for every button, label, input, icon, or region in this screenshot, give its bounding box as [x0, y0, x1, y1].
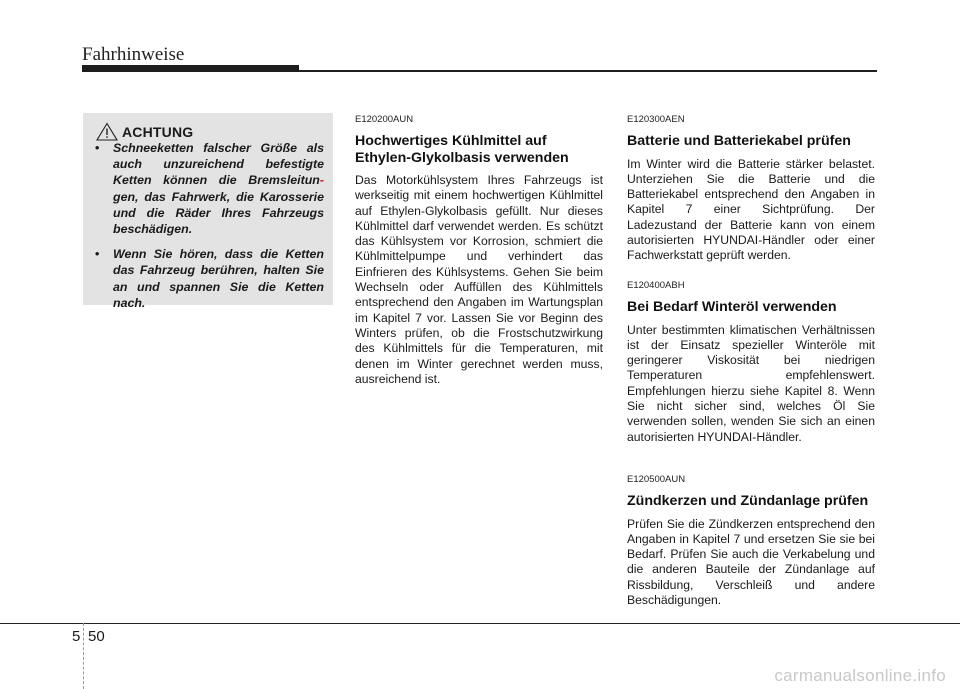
section-coolant	[355, 114, 603, 387]
hyphen-mark: -	[319, 173, 324, 188]
warning-triangle-icon	[96, 122, 118, 141]
watermark: carmanualsonline.info	[774, 666, 946, 685]
caution-bullet	[92, 140, 324, 237]
bullet-dot-icon: •	[95, 141, 100, 155]
caution-bullet-text: Schneeketten falscher Größe als auch unzureichend befestigte Ketten können die Bremsleitun-gen, das Fahrwerk, die Karosserie und die Räder Ihres Fahrzeugs beschädigen.	[113, 141, 324, 237]
header-bar	[82, 65, 299, 72]
section-body: Prüfen Sie die Zündkerzen entsprechend den Angaben in Kapitel 7 und ersetzen Sie sie bei Bedarf. Prüfen Sie auch die Verkabelung und die anderen Bauteile der Zündanlage auf Rissbildung, Verschleiß und andere Beschädigungen.	[627, 516, 875, 607]
section-battery	[627, 114, 875, 264]
section-code: E120500AUN	[627, 474, 686, 485]
section-code: E120200AUN	[355, 114, 414, 125]
section-body: Das Motorkühlsystem Ihres Fahrzeugs ist werkseitig mit einem hochwertigen Kühlmittel auf Ethylen-Glykolbasis gefüllt. Nur dieses Kühlmittel darf verwendet werden. Es schützt das Kühlsystem vor Korrosion, schmiert die Kühlmittelpumpe und verhindert das Einfrieren des Kühlsystems. Gehen Sie beim Wechseln oder Auffüllen des Kühlmittels entsprechend den Angaben im Wartungsplan im Kapitel 7 vor. Lassen Sie vor Beginn des Winters prüfen, ob die Frostschutzwirkung des Kühlmittels für die Temperaturen, mit denen im Winter gerechnet werden muss, ausreichend ist.	[355, 173, 603, 386]
chapter-number: 5	[72, 628, 81, 645]
section-code: E120300AEN	[627, 114, 685, 125]
section-body: Unter bestimmten klimatischen Verhältnissen ist der Einsatz spezieller Winteröle mit geringerer Viskosität bei niedrigen Temperaturen empfehlenswert. Empfehlungen hierzu siehe Kapitel 8. Wenn Sie nicht sicher sind, welches Öl Sie verwenden sollen, wenden Sie sich an einen autorisierten HYUNDAI-Händler.	[627, 322, 875, 444]
page-header-title: Fahrhinweise	[82, 44, 185, 65]
caution-box	[83, 113, 333, 310]
header-rule	[299, 70, 877, 72]
section-body: Im Winter wird die Batterie stärker belastet. Unterziehen Sie die Batterie und die Batteriekabel entsprechend den Angaben in Kapitel 7 einer Sichtprüfung. Der Ladezustand der Batterie kann von einem autorisierten HYUNDAI-Händler oder einer Fachwerkstatt geprüft werden.	[627, 156, 875, 263]
section-heading: Bei Bedarf Winteröl verwenden	[627, 299, 837, 315]
page-number: 50	[88, 628, 105, 645]
caution-bullet-text: Wenn Sie hören, dass die Ketten das Fahrzeug berühren, halten Sie an und spannen Sie die Ketten nach.	[113, 247, 324, 310]
bullet-dot-icon: •	[95, 247, 100, 262]
caution-header	[96, 122, 193, 141]
section-heading: Zündkerzen und Zündanlage prüfen	[627, 493, 869, 509]
section-heading: Hochwertiges Kühlmittel auf Ethylen-Glykolbasis verwenden	[355, 133, 569, 166]
caution-title: ACHTUNG	[122, 123, 194, 140]
section-code: E120400ABH	[627, 280, 685, 291]
section-spark-plugs	[627, 474, 875, 608]
caution-bullet	[92, 246, 324, 311]
footer-rule	[0, 623, 960, 624]
section-heading: Batterie und Batteriekabel prüfen	[627, 133, 851, 149]
caution-bullet-list	[92, 140, 324, 320]
footer-divider	[83, 623, 85, 689]
section-winter-oil	[627, 280, 875, 445]
